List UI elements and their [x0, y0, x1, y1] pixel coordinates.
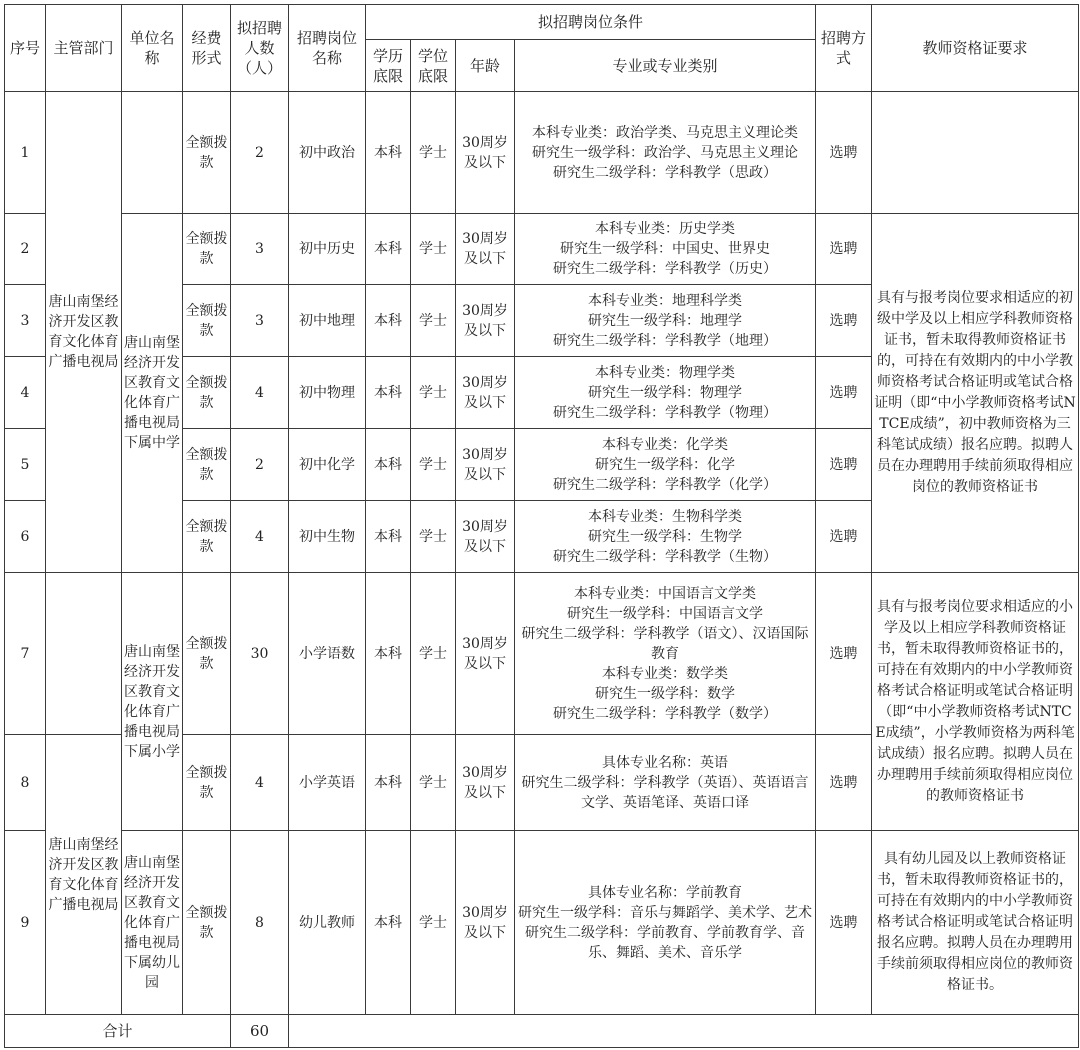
- age-cell: 30周岁及以下: [456, 92, 515, 214]
- method-cell: 选聘: [816, 501, 872, 573]
- row-seq: 7: [5, 573, 46, 735]
- row-seq: 5: [5, 429, 46, 501]
- age-cell: 30周岁及以下: [456, 501, 515, 573]
- method-cell: 选聘: [816, 285, 872, 357]
- funding-cell: 全额拨款: [183, 92, 231, 214]
- position-cell: 初中物理: [289, 357, 366, 429]
- position-cell: 初中地理: [289, 285, 366, 357]
- funding-cell: 全额拨款: [183, 735, 231, 831]
- count-cell: 4: [231, 357, 289, 429]
- row-seq: 4: [5, 357, 46, 429]
- education-cell: 本科: [366, 501, 411, 573]
- certificate-cell: 具有与报考岗位要求相适应的小学及以上相应学科教师资格证书，暂未取得教师资格证书的，可持在有效期内的中小学教师资格考试合格证明或笔试合格证明（即“中小学教师资格考试NTCE成绩”，小学教师资格为两科笔试成绩）报名应聘。拟聘人员在办理聘用手续前须取得相应岗位的教师资格证书: [872, 573, 1079, 831]
- row-seq: 9: [5, 831, 46, 1015]
- age-cell: 30周岁及以下: [456, 573, 515, 735]
- row-seq: 6: [5, 501, 46, 573]
- age-cell: 30周岁及以下: [456, 429, 515, 501]
- unit-cell: 唐山南堡经济开发区教育文化体育广播电视局下属小学: [122, 573, 183, 831]
- certificate-cell: 具有与报考岗位要求相适应的初级中学及以上相应学科教师资格证书，暂未取得教师资格证书的，可持在有效期内的中小学教师资格考试合格证明或笔试合格证明（即“中小学教师资格考试NTCE成绩”，初中教师资格为三科笔试成绩）报名应聘。拟聘人员在办理聘用手续前须取得相应岗位的教师资格证书: [872, 214, 1079, 573]
- total-value: 60: [231, 1015, 289, 1048]
- education-cell: 本科: [366, 92, 411, 214]
- degree-cell: 学士: [411, 285, 456, 357]
- age-cell: 30周岁及以下: [456, 285, 515, 357]
- header-unit: 单位名称: [122, 5, 183, 92]
- age-cell: 30周岁及以下: [456, 735, 515, 831]
- header-funding: 经费形式: [183, 5, 231, 92]
- dept-cell: 唐山南堡经济开发区教育文化体育广播电视局: [46, 735, 122, 1015]
- education-cell: 本科: [366, 831, 411, 1015]
- header-conditions: 拟招聘岗位条件: [366, 5, 816, 40]
- position-cell: 小学英语: [289, 735, 366, 831]
- row-seq: 1: [5, 92, 46, 214]
- header-dept: 主管部门: [46, 5, 122, 92]
- age-cell: 30周岁及以下: [456, 357, 515, 429]
- unit-cell: 唐山南堡经济开发区教育文化体育广播电视局下属中学: [122, 214, 183, 573]
- recruitment-table: [4, 4, 1079, 1048]
- age-cell: 30周岁及以下: [456, 214, 515, 285]
- method-cell: 选聘: [816, 214, 872, 285]
- table-row: [5, 831, 1079, 1015]
- degree-cell: 学士: [411, 92, 456, 214]
- funding-cell: 全额拨款: [183, 573, 231, 735]
- major-cell: 本科专业类：物理学类 研究生一级学科：物理学 研究生二级学科：学科教学（物理）: [515, 357, 816, 429]
- header-certificate: 教师资格证要求: [872, 5, 1079, 92]
- major-cell: 具体专业名称：英语 研究生二级学科：学科教学（英语）、英语语言文学、英语笔译、英语口译: [515, 735, 816, 831]
- total-empty: [289, 1015, 1079, 1048]
- method-cell: 选聘: [816, 573, 872, 735]
- funding-cell: 全额拨款: [183, 429, 231, 501]
- major-cell: 本科专业类：地理科学类 研究生一级学科：地理学 研究生二级学科：学科教学（地理）: [515, 285, 816, 357]
- funding-cell: 全额拨款: [183, 285, 231, 357]
- degree-cell: 学士: [411, 357, 456, 429]
- method-cell: 选聘: [816, 92, 872, 214]
- method-cell: 选聘: [816, 831, 872, 1015]
- header-position: 招聘岗位名称: [289, 5, 366, 92]
- header-seq: 序号: [5, 5, 46, 92]
- row-seq: 3: [5, 285, 46, 357]
- header-degree: 学位底限: [411, 40, 456, 92]
- position-cell: 幼儿教师: [289, 831, 366, 1015]
- header-education: 学历底限: [366, 40, 411, 92]
- method-cell: 选聘: [816, 429, 872, 501]
- table-row: [5, 573, 1079, 735]
- education-cell: 本科: [366, 214, 411, 285]
- education-cell: 本科: [366, 429, 411, 501]
- header-count: 拟招聘人数（人）: [231, 5, 289, 92]
- count-cell: 8: [231, 831, 289, 1015]
- major-cell: 具体专业名称：学前教育 研究生一级学科：音乐与舞蹈学、美术学、艺术 研究生二级学科：学前教育、学前教育学、音乐、舞蹈、美术、音乐学: [515, 831, 816, 1015]
- degree-cell: 学士: [411, 831, 456, 1015]
- count-cell: 3: [231, 285, 289, 357]
- degree-cell: 学士: [411, 573, 456, 735]
- position-cell: 初中生物: [289, 501, 366, 573]
- education-cell: 本科: [366, 735, 411, 831]
- funding-cell: 全额拨款: [183, 501, 231, 573]
- degree-cell: 学士: [411, 501, 456, 573]
- count-cell: 4: [231, 501, 289, 573]
- position-cell: 初中化学: [289, 429, 366, 501]
- header-method: 招聘方式: [816, 5, 872, 92]
- position-cell: 初中历史: [289, 214, 366, 285]
- major-cell: 本科专业类：中国语言文学类 研究生一级学科：中国语言文学 研究生二级学科：学科教学（语文）、汉语国际教育 本科专业类：数学类 研究生一级学科：数学 研究生二级学科：学科教学（数学）: [515, 573, 816, 735]
- age-cell: 30周岁及以下: [456, 831, 515, 1015]
- funding-cell: 全额拨款: [183, 831, 231, 1015]
- certificate-cell: 具有幼儿园及以上教师资格证书，暂未取得教师资格证书的，可持在有效期内的中小学教师资格考试合格证明或笔试合格证明报名应聘。拟聘人员在办理聘用手续前须取得相应岗位的教师资格证书。: [872, 831, 1079, 1015]
- row-seq: 8: [5, 735, 46, 831]
- table-row: [5, 92, 1079, 214]
- count-cell: 2: [231, 429, 289, 501]
- major-cell: 本科专业类：政治学类、马克思主义理论类 研究生一级学科：政治学、马克思主义理论 研究生二级学科：学科教学（思政）: [515, 92, 816, 214]
- total-label: 合计: [5, 1015, 231, 1048]
- education-cell: 本科: [366, 357, 411, 429]
- table-row: [5, 214, 1079, 285]
- count-cell: 2: [231, 92, 289, 214]
- certificate-cell-empty: [872, 92, 1079, 214]
- unit-cell-empty: [122, 92, 183, 214]
- major-cell: 本科专业类：历史学类 研究生一级学科：中国史、世界史 研究生二级学科：学科教学（历史）: [515, 214, 816, 285]
- dept-cell-empty: [46, 573, 122, 735]
- dept-cell: 唐山南堡经济开发区教育文化体育广播电视局: [46, 92, 122, 573]
- count-cell: 4: [231, 735, 289, 831]
- degree-cell: 学士: [411, 429, 456, 501]
- education-cell: 本科: [366, 573, 411, 735]
- header-row-1: [5, 5, 1079, 40]
- education-cell: 本科: [366, 285, 411, 357]
- count-cell: 3: [231, 214, 289, 285]
- header-age: 年龄: [456, 40, 515, 92]
- total-row: [5, 1015, 1079, 1048]
- row-seq: 2: [5, 214, 46, 285]
- count-cell: 30: [231, 573, 289, 735]
- method-cell: 选聘: [816, 735, 872, 831]
- header-major: 专业或专业类别: [515, 40, 816, 92]
- funding-cell: 全额拨款: [183, 214, 231, 285]
- major-cell: 本科专业类：化学类 研究生一级学科：化学 研究生二级学科：学科教学（化学）: [515, 429, 816, 501]
- major-cell: 本科专业类：生物科学类 研究生一级学科：生物学 研究生二级学科：学科教学（生物）: [515, 501, 816, 573]
- unit-cell: 唐山南堡经济开发区教育文化体育广播电视局下属幼儿园: [122, 831, 183, 1015]
- degree-cell: 学士: [411, 214, 456, 285]
- funding-cell: 全额拨款: [183, 357, 231, 429]
- position-cell: 初中政治: [289, 92, 366, 214]
- position-cell: 小学语数: [289, 573, 366, 735]
- degree-cell: 学士: [411, 735, 456, 831]
- method-cell: 选聘: [816, 357, 872, 429]
